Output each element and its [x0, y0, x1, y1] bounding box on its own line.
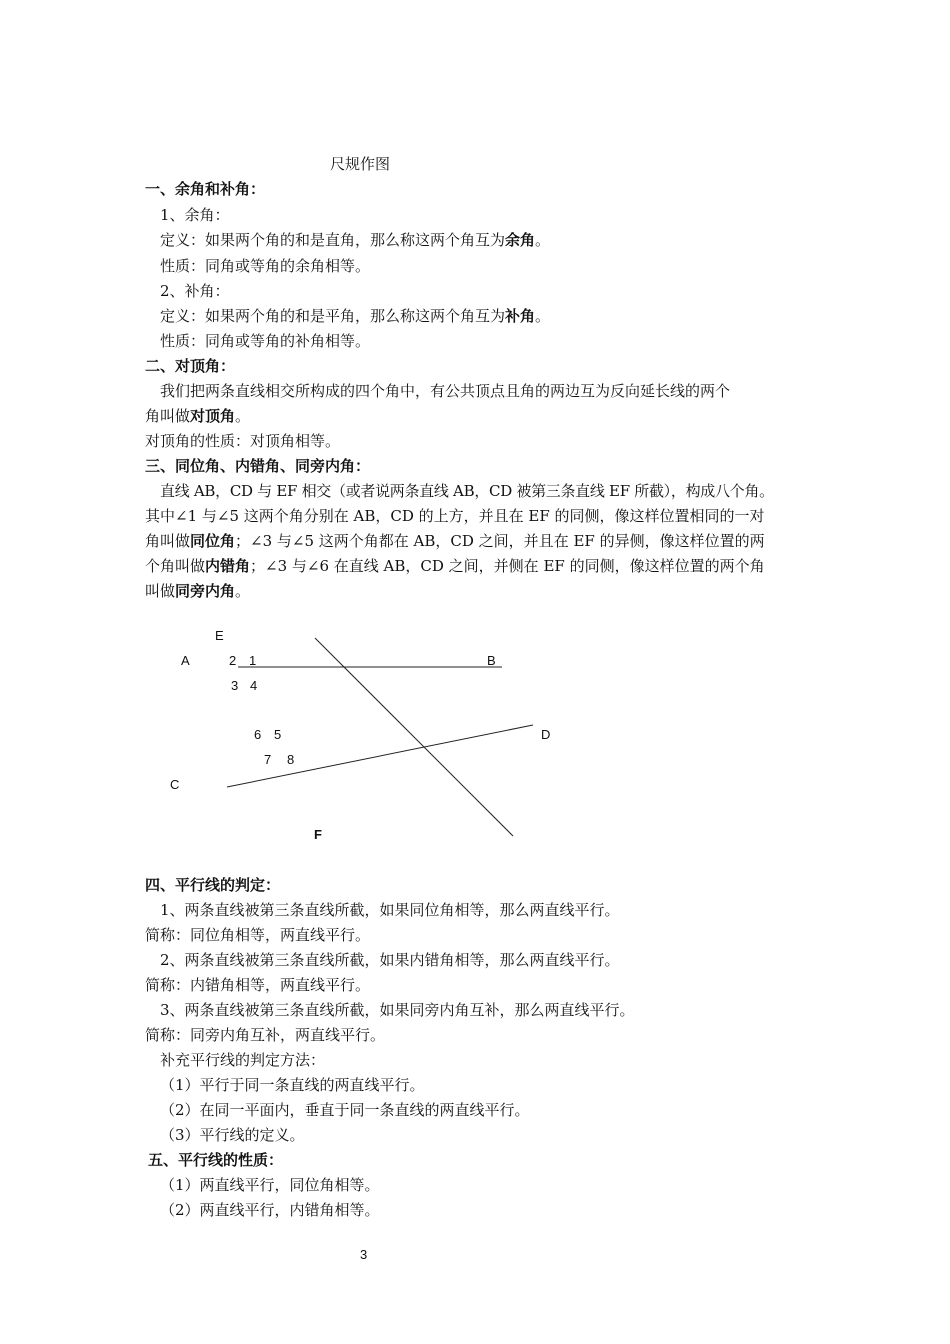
- criterion-3: 3、两条直线被第三条直线所截，如果同旁内角互补，那么两直线平行。: [160, 1001, 635, 1019]
- term-complementary: 余角: [505, 231, 536, 249]
- supplement-heading: 补充平行线的判定方法：: [160, 1051, 326, 1069]
- criterion-3-short: 简称：同旁内角互补，两直线平行。: [145, 1026, 386, 1044]
- term-corresponding-angle: 同位角: [190, 532, 236, 550]
- supplement-item-2: （2）在同一平面内，垂直于同一条直线的两直线平行。: [160, 1101, 530, 1119]
- vertical-angle-paragraph-1: 我们把两条直线相交所构成的四个角中，有公共顶点且角的两边互为反向延长线的两个: [160, 382, 731, 400]
- angles-paragraph-line-4: 个角叫做内错角；∠3 与∠6 在直线 AB，CD 之间，并侧在 EF 的同侧，像这样位置的两个角: [145, 557, 765, 575]
- term-vertical-angle: 对顶角: [190, 407, 236, 425]
- label-angle-8: 8: [287, 752, 295, 767]
- label-angle-2: 2: [229, 653, 237, 668]
- angles-paragraph-line-5: 叫做同旁内角。: [145, 582, 251, 600]
- label-angle-5: 5: [274, 727, 282, 742]
- section-heading-1: 一、余角和补角：: [145, 180, 266, 198]
- angles-paragraph-line-1: 直线 AB，CD 与 EF 相交（或者说两条直线 AB，CD 被第三条直线 EF 所截），构成八个角。: [160, 482, 774, 500]
- angles-paragraph-line-3: 角叫做同位角；∠3 与∠5 这两个角都在 AB，CD 之间，并且在 EF 的异侧，像这样位置的两: [145, 532, 765, 550]
- page-title: 尺规作图: [330, 155, 391, 173]
- label-e: E: [215, 628, 224, 643]
- vertical-angle-paragraph-2: 角叫做对顶角。: [145, 407, 251, 425]
- subheading-supplementary: 2、补角：: [160, 282, 230, 300]
- vertical-angle-property: 对顶角的性质：对顶角相等。: [145, 432, 341, 450]
- supplement-item-1: （1）平行于同一条直线的两直线平行。: [160, 1076, 425, 1094]
- label-a: A: [181, 653, 190, 668]
- label-angle-6: 6: [254, 727, 262, 742]
- section-heading-4: 四、平行线的判定：: [145, 876, 281, 894]
- angles-paragraph-line-2: 其中∠1 与∠5 这两个角分别在 AB，CD 的上方，并且在 EF 的同侧，像这样位置相同的一对: [145, 507, 765, 525]
- property-supplementary: 性质：同角或等角的补角相等。: [160, 332, 371, 350]
- term-supplementary: 补角: [505, 307, 536, 325]
- label-f: F: [314, 827, 322, 842]
- property-item-1: （1）两直线平行，同位角相等。: [160, 1176, 380, 1194]
- criterion-1: 1、两条直线被第三条直线所截，如果同位角相等，那么两直线平行。: [160, 901, 620, 919]
- label-angle-3: 3: [231, 678, 239, 693]
- property-item-2: （2）两直线平行，内错角相等。: [160, 1201, 380, 1219]
- label-b: B: [487, 653, 496, 668]
- criterion-1-short: 简称：同位角相等，两直线平行。: [145, 926, 371, 944]
- section-heading-2: 二、对顶角：: [145, 357, 236, 375]
- criterion-2: 2、两条直线被第三条直线所截，如果内错角相等，那么两直线平行。: [160, 951, 620, 969]
- page-number: 3: [360, 1247, 368, 1262]
- label-angle-7: 7: [264, 752, 272, 767]
- criterion-2-short: 简称：内错角相等，两直线平行。: [145, 976, 371, 994]
- term-alternate-interior-angle: 内错角: [205, 557, 251, 575]
- label-c: C: [170, 777, 180, 792]
- property-complementary: 性质：同角或等角的余角相等。: [160, 257, 371, 275]
- section-heading-5: 五、平行线的性质：: [148, 1151, 284, 1169]
- subheading-complementary: 1、余角：: [160, 206, 230, 224]
- label-angle-4: 4: [250, 678, 258, 693]
- section-heading-3: 三、同位角、内错角、同旁内角：: [145, 457, 371, 475]
- label-d: D: [541, 727, 551, 742]
- supplement-item-3: （3）平行线的定义。: [160, 1126, 305, 1144]
- definition-complementary: 定义：如果两个角的和是直角，那么称这两个角互为余角。: [160, 231, 551, 249]
- label-angle-1: 1: [249, 653, 257, 668]
- line-ef: [315, 638, 513, 836]
- definition-supplementary: 定义：如果两个角的和是平角，那么称这两个角互为补角。: [160, 307, 551, 325]
- term-co-interior-angle: 同旁内角: [175, 582, 236, 600]
- line-cd: [227, 725, 533, 787]
